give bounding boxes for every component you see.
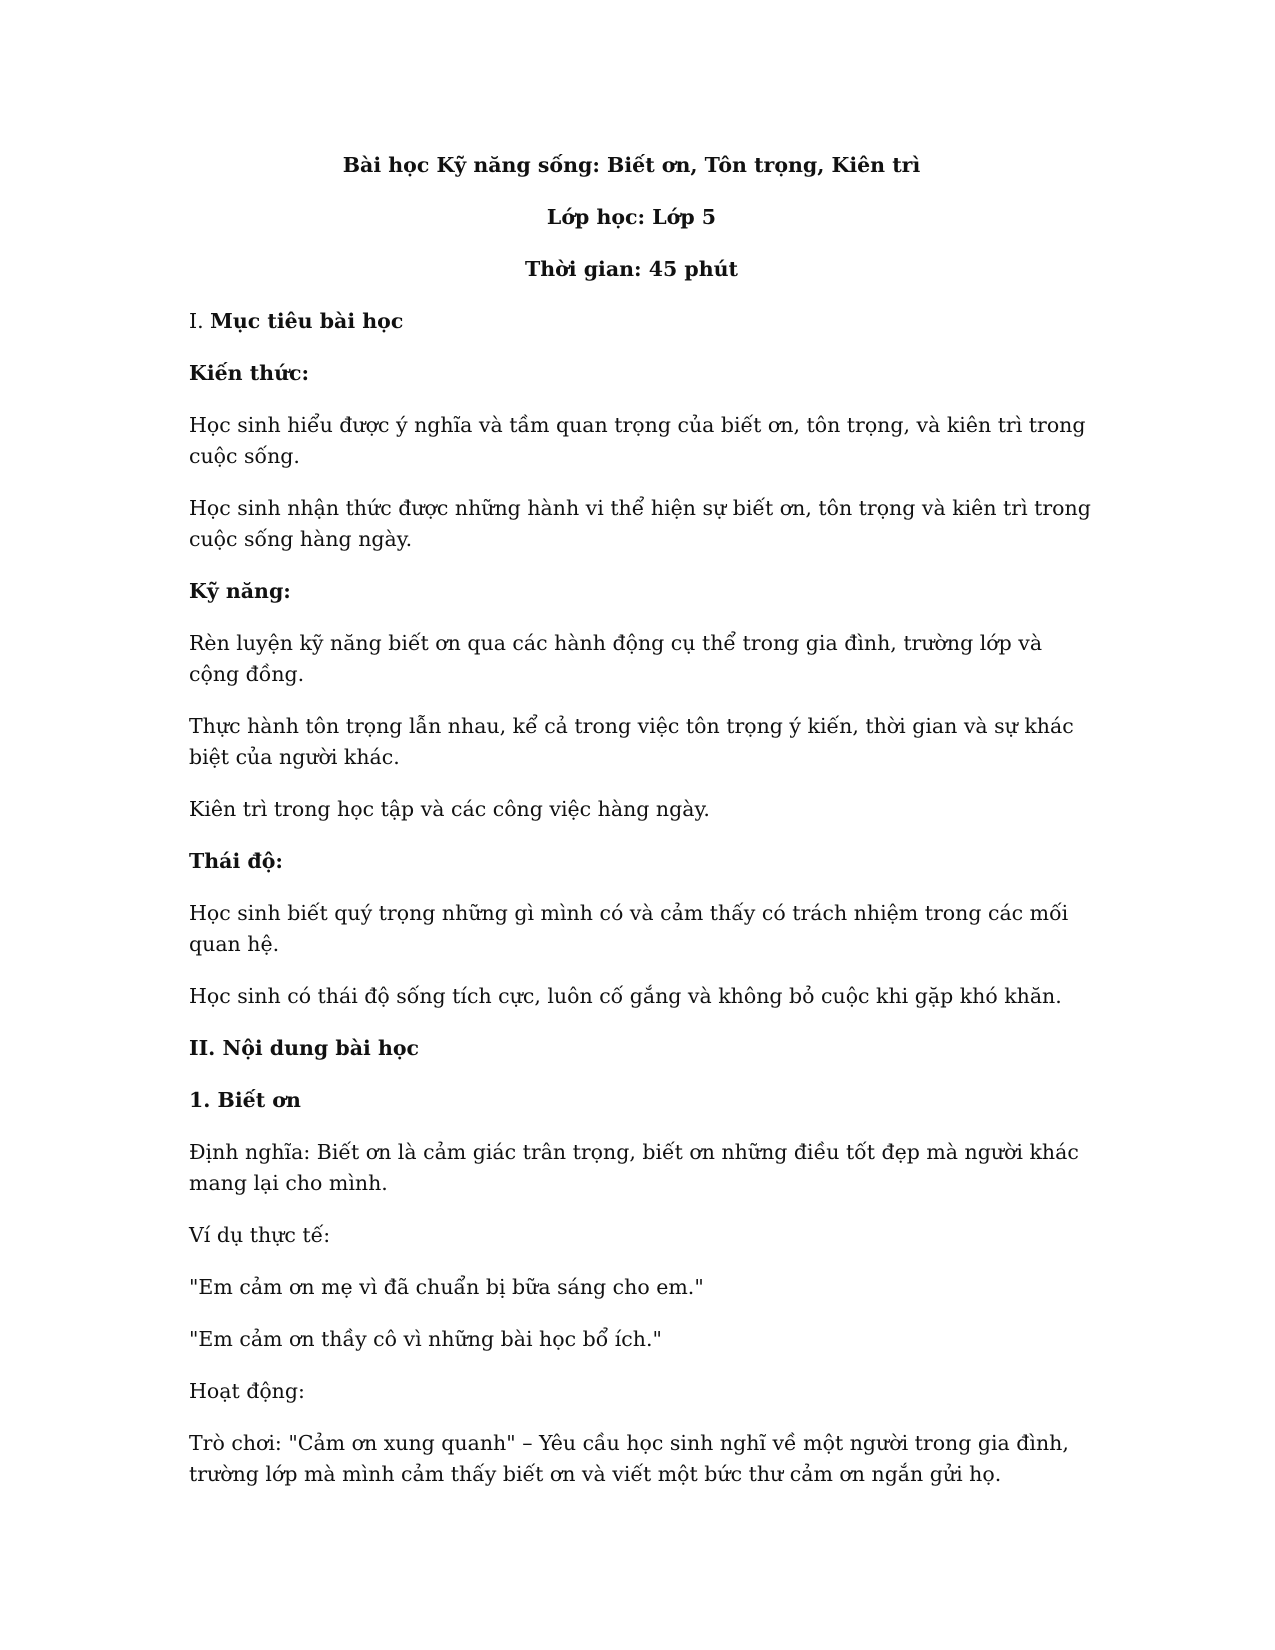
skills-item: Kiên trì trong học tập và các công việc hàng ngày. xyxy=(189,797,710,821)
activity-text: Trò chơi: "Cảm ơn xung quanh" – Yêu cầu học sinh nghĩ về một người trong gia đình, trường lớp mà mình cảm thấy biết ơn và viết một bức thư cảm ơn ngắn gửi họ. xyxy=(189,1431,1069,1486)
knowledge-item: Học sinh nhận thức được những hành vi thể hiện sự biết ơn, tôn trọng và kiên trì trong cuộc sống hàng ngày. xyxy=(189,496,1091,551)
time-line: Thời gian: 45 phút xyxy=(524,257,739,281)
example-item: "Em cảm ơn mẹ vì đã chuẩn bị bữa sáng cho em." xyxy=(189,1275,704,1299)
section1-title: Mục tiêu bài học xyxy=(210,309,404,333)
knowledge-item: Học sinh hiểu được ý nghĩa và tầm quan trọng của biết ơn, tôn trọng, và kiên trì trong cuộc sống. xyxy=(189,413,1086,468)
document-title: Bài học Kỹ năng sống: Biết ơn, Tôn trọng, Kiên trì xyxy=(342,153,921,177)
skills-label: Kỹ năng: xyxy=(189,579,291,603)
subsection-heading: 1. Biết ơn xyxy=(189,1088,301,1112)
attitude-label: Thái độ: xyxy=(189,849,283,873)
example-item: "Em cảm ơn thầy cô vì những bài học bổ ích." xyxy=(189,1327,662,1351)
class-line: Lớp học: Lớp 5 xyxy=(546,205,717,229)
knowledge-label: Kiến thức: xyxy=(189,361,310,385)
section1-heading xyxy=(189,306,1094,337)
activity-label: Hoạt động: xyxy=(189,1379,305,1403)
definition-text: Định nghĩa: Biết ơn là cảm giác trân trọng, biết ơn những điều tốt đẹp mà người khác mang lại cho mình. xyxy=(189,1140,1079,1195)
skills-item: Rèn luyện kỹ năng biết ơn qua các hành động cụ thể trong gia đình, trường lớp và cộng đồng. xyxy=(189,631,1043,686)
document-page xyxy=(189,150,1094,1511)
examples-label: Ví dụ thực tế: xyxy=(189,1223,331,1247)
skills-item: Thực hành tôn trọng lẫn nhau, kể cả trong việc tôn trọng ý kiến, thời gian và sự khác biệt của người khác. xyxy=(189,714,1074,769)
section2-heading: II. Nội dung bài học xyxy=(189,1036,420,1060)
attitude-item: Học sinh biết quý trọng những gì mình có và cảm thấy có trách nhiệm trong các mối quan hệ. xyxy=(189,901,1069,956)
attitude-item: Học sinh có thái độ sống tích cực, luôn cố gắng và không bỏ cuộc khi gặp khó khăn. xyxy=(189,984,1062,1008)
section1-number: I. xyxy=(189,309,204,333)
